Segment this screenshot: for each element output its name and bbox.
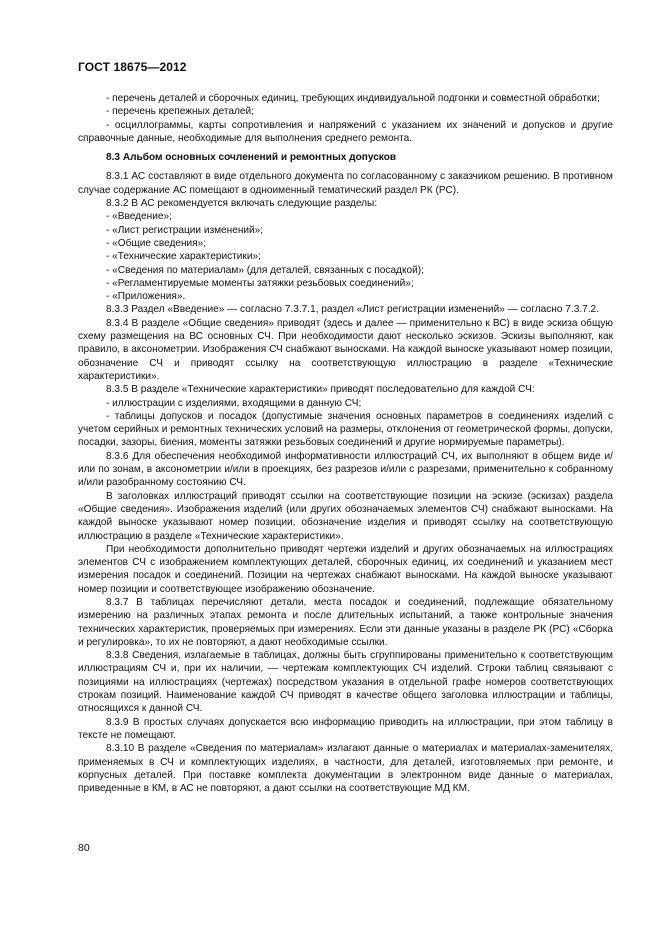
paragraph: 8.3.3 Раздел «Введение» — согласно 7.3.7.1, раздел «Лист регистрации изменений» — согласно 7.3.7.2. (106, 304, 599, 316)
page-number: 80 (78, 842, 90, 854)
list-item: - «Введение»; (106, 211, 172, 223)
paragraph: В заголовках иллюстраций приводят ссылки на соответствующие позиции на эскизе (эскизах) раздела «Общие сведения». Изображения изделий (или других обозначаемых элементов СЧ) снабжают выносками. На каждой выноске указывают номер позиции, обозначение изделия и приводят ссылку на соответствующую иллюстрацию в разделе «Технические характеристики». (78, 490, 613, 542)
paragraph: 8.3.5 В разделе «Технические характеристики» приводят последовательно для каждой СЧ: (106, 384, 535, 396)
paragraph: 8.3.7 В таблицах перечисляют детали, места посадок и соединений, подлежащие обязательному измерению на различных этапах ремонта и после длительных испытаний, а также контрольные значения технических характеристик, проверяемых при измерениях. Если эти данные указаны в разделе РК (РС) «Сборка и регулировка», то их не повторяют, а дают необходимые ссылки. (78, 596, 613, 648)
paragraph: 8.3.4 В разделе «Общие сведения» приводят (здесь и далее — применительно к ВС) в виде эскиза общую схему размещения на ВС основных СЧ. При необходимости дают несколько эскизов. Эскизы выполняют, как правило, в аксонометрии. Изображения СЧ снабжают выносками. На каждой выноске указывают номер позиции, обозначение СЧ и приводят ссылку на соответствующую иллюстрацию в разделе «Технические характеристики». (78, 317, 613, 382)
list-item: - осциллограммы, карты сопротивления и напряжений с указанием их значений и допусков и другие справочные данные, необходимые для выполнения среднего ремонта. (78, 119, 613, 144)
paragraph: При необходимости дополнительно приводят чертежи изделий и других обозначаемых на иллюстрациях элементов СЧ с изображением комплектующих деталей, сборочных единиц, их соединений и указанием мест измерения посадок и соединений. Позиции на чертежах снабжают выносками. На каждой выноске указывают номер позиции и соответствующее изображению обозначение. (78, 543, 613, 595)
list-item: - перечень деталей и сборочных единиц, требующих индивидуальной подгонки и совместной обработки; (106, 93, 600, 104)
list-item: - перечень крепежных деталей; (106, 106, 254, 118)
paragraph: 8.3.2 В АС рекомендуется включать следующие разделы: (106, 198, 378, 210)
paragraph: 8.3.1 АС составляют в виде отдельного документа по согласованному с заказчиком решению. В противном случае содержание АС помещают в одноименный тематический раздел РК (РС). (78, 171, 613, 196)
list-item: - «Регламентируемые моменты затяжки резьбовых соединений»; (106, 277, 414, 289)
paragraph: 8.3.8 Сведения, излагаемые в таблицах, должны быть сгруппированы применительно к соответствующим иллюстрациям СЧ и, при их наличии, — чертежам комплектующих СЧ изделий. Строки таблиц связывают с позициями на иллюстрациях (чертежах) посредством указания в отдельной графе номеров соответствующих строкам позиций. Наименование каждой СЧ приводят в качестве общего заголовка иллюстрации и таблицы, относящихся к данной СЧ. (78, 650, 613, 715)
list-item: - «Сведения по материалам» (для деталей, связанных с посадкой); (106, 264, 424, 276)
paragraph: 8.3.9 В простых случаях допускается всю информацию приводить на иллюстрации, при этом таблицу в тексте не помещают. (78, 716, 613, 741)
paragraph: 8.3.6 Для обеспечения необходимой информативности иллюстраций СЧ, их выполняют в общем виде и/или по зонам, в аксонометрии и/или в проекциях, без разрезов и/или с разрезами, применительно к собранному и/или разобранному состоянию СЧ. (78, 450, 613, 489)
paragraph: 8.3.10 В разделе «Сведения по материалам» излагают данные о материалах и материалах-заменителях, применяемых в СЧ и комплектующих изделиях, в частности, для деталей, изготовляемых при ремонте, и корпусных деталей. При поставке комплекта документации в электронном виде данные о материалах, приведенные в КМ, в АС не повторяют, а дают ссылки на соответствующие МД КМ. (78, 743, 613, 795)
list-item: - «Лист регистрации изменений»; (106, 224, 264, 236)
list-item: - таблицы допусков и посадок (допустимые значения основных параметров в соединениях изделий с учетом серийных и ремонтных технических условий на размеры, отклонения от геометрической формы, допуски, посадки, зазоры, биения, моменты затяжки резьбовых соединений и другие нормируемые параметры). (78, 410, 613, 449)
section-heading: 8.3 Альбом основных сочленений и ремонтных допусков (106, 152, 397, 164)
list-item: - «Общие сведения»; (106, 237, 207, 249)
document-header: ГОСТ 18675—2012 (78, 60, 187, 74)
list-item: - «Технические характеристики»; (106, 251, 261, 263)
list-item: - «Приложения». (106, 291, 186, 303)
list-item: - иллюстрации с изделиями, входящими в данную СЧ; (106, 397, 362, 409)
document-body (78, 92, 613, 795)
